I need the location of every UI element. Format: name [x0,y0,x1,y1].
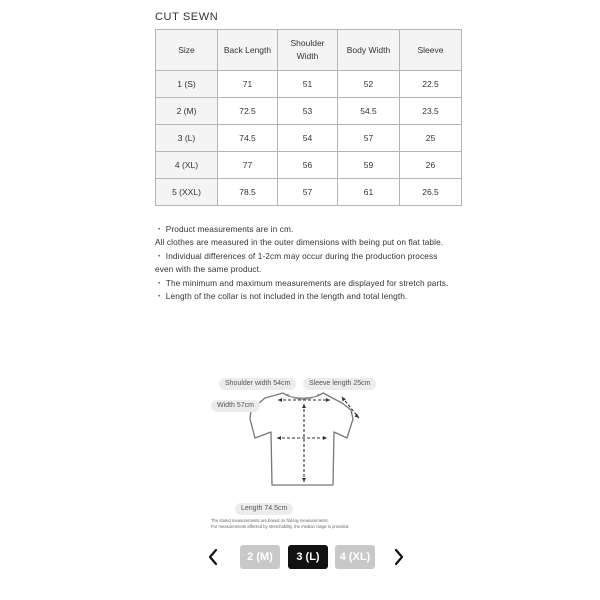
note-line: ・ Individual differences of 1-2cm may occur during the production process even with the same product. [155,250,438,275]
size-pager [205,545,405,569]
table-cell: 59 [338,152,400,179]
size-chart-table [155,29,462,206]
measurement-notes [155,223,455,303]
header-size: Size [156,30,218,71]
table-cell-size: 4 (XL) [156,152,218,179]
table-row [156,98,462,125]
width-label: Width 57cm [211,400,260,412]
table-cell: 72.5 [218,98,278,125]
table-row [156,125,462,152]
chevron-right-icon[interactable] [391,547,407,567]
size-button-xl[interactable]: 4 (XL) [335,545,375,569]
table-cell: 22.5 [400,71,462,98]
table-cell: 78.5 [218,179,278,206]
fine-print-line: The stated measurements are based on flat-lay measurements. [211,518,329,523]
table-row [156,71,462,98]
note-line: All clothes are measured in the outer dimensions with being put on flat table. [155,237,444,248]
tshirt-outline-icon [195,370,395,540]
table-cell-size: 3 (L) [156,125,218,152]
shoulder-width-label: Shoulder width 54cm [219,378,296,390]
table-cell: 51 [278,71,338,98]
table-cell-size: 1 (S) [156,71,218,98]
header-sleeve: Sleeve [400,30,462,71]
header-back-length: Back Length [218,30,278,71]
table-cell: 54.5 [338,98,400,125]
sleeve-length-label: Sleeve length 25cm [303,378,376,390]
table-cell: 54 [278,125,338,152]
table-cell: 56 [278,152,338,179]
table-cell: 52 [338,71,400,98]
header-shoulder-width: Shoulder Width [278,30,338,71]
table-cell: 26.5 [400,179,462,206]
fine-print-line: For measurements affected by stretchability, the median range is provided. [211,524,350,529]
measurement-diagram [195,370,395,540]
table-row [156,152,462,179]
table-cell: 61 [338,179,400,206]
header-body-width: Body Width [338,30,400,71]
length-label: Length 74.5cm [235,503,293,515]
table-cell: 57 [338,125,400,152]
note-line: ・ Length of the collar is not included in the length and total length. [155,291,408,302]
table-cell: 71 [218,71,278,98]
table-cell-size: 2 (M) [156,98,218,125]
table-cell-size: 5 (XXL) [156,179,218,206]
chevron-left-icon[interactable] [205,547,221,567]
size-button-l[interactable]: 3 (L) [288,545,328,569]
table-cell: 23.5 [400,98,462,125]
table-header-row [156,30,462,71]
section-title: CUT SEWN [155,11,219,23]
size-button-m[interactable]: 2 (M) [240,545,280,569]
table-cell: 25 [400,125,462,152]
table-cell: 77 [218,152,278,179]
table-cell: 26 [400,152,462,179]
note-line: ・ The minimum and maximum measurements are displayed for stretch parts. [155,277,449,288]
table-cell: 74.5 [218,125,278,152]
table-row [156,179,462,206]
table-cell: 53 [278,98,338,125]
note-line: ・ Product measurements are in cm. [155,224,294,234]
table-cell: 57 [278,179,338,206]
